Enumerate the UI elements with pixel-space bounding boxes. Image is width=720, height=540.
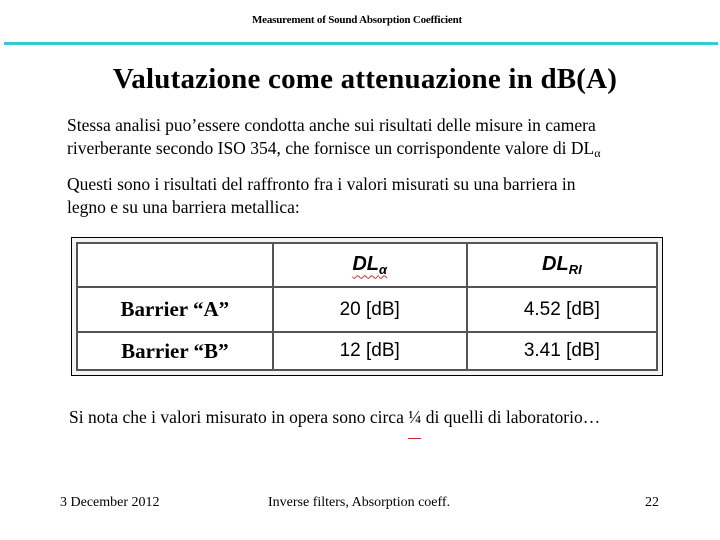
footer-title: Inverse filters, Absorption coeff. [268, 495, 451, 510]
dl-alpha-label: $DL_\alpha$ [352, 253, 388, 278]
results-table-frame [71, 237, 663, 376]
table-row [77, 287, 657, 333]
table-header-empty [77, 243, 273, 287]
paragraph-intro [67, 114, 707, 162]
note-fraction: ¼ [408, 407, 422, 427]
note-text-after: di quelli di laboratorio… [421, 407, 601, 427]
conclusion-note [69, 407, 709, 428]
footer-page-number: 22 [645, 495, 659, 510]
paragraph-comparison-line1: Questi sono i risultati del raffronto fra i valori misurati su una barriera in [67, 174, 576, 194]
table-header-row [77, 243, 657, 287]
alpha-subscript: α [594, 146, 601, 160]
row-label-barrier-a: Barrier “A” [77, 287, 273, 333]
cell-dl-alpha-b: 12 [dB] [273, 332, 467, 370]
footer-date: 3 December 2012 [60, 495, 160, 510]
cell-dl-alpha-a: 20 [dB] [273, 287, 467, 333]
slide-title: Valutazione come attenuazione in dB(A) [112, 63, 618, 95]
paragraph-intro-line2-text: riverberante secondo ISO 354, che fornisce un corrispondente valore di DL [67, 138, 595, 158]
header-divider [4, 42, 718, 45]
note-text-before: Si nota che i valori misurato in opera sono circa [69, 407, 409, 427]
cell-dl-ri-b: 3.41 [dB] [467, 332, 657, 370]
paragraph-intro-line2 [67, 137, 707, 162]
cell-dl-ri-a: 4.52 [dB] [467, 287, 657, 333]
header-title: Measurement of Sound Absorption Coefficient [252, 14, 462, 26]
table-row [77, 332, 657, 370]
results-table [76, 242, 658, 371]
paragraph-intro-line1: Stessa analisi puo’essere condotta anche sui risultati delle misure in camera [67, 115, 596, 135]
paragraph-comparison-line2: legno e su una barriera metallica: [67, 197, 300, 217]
row-label-barrier-b: Barrier “B” [77, 332, 273, 370]
paragraph-comparison [67, 173, 707, 219]
table-header-dl-ri: $DL_{RI}$ [467, 243, 657, 287]
table-header-dl-alpha [273, 243, 467, 287]
